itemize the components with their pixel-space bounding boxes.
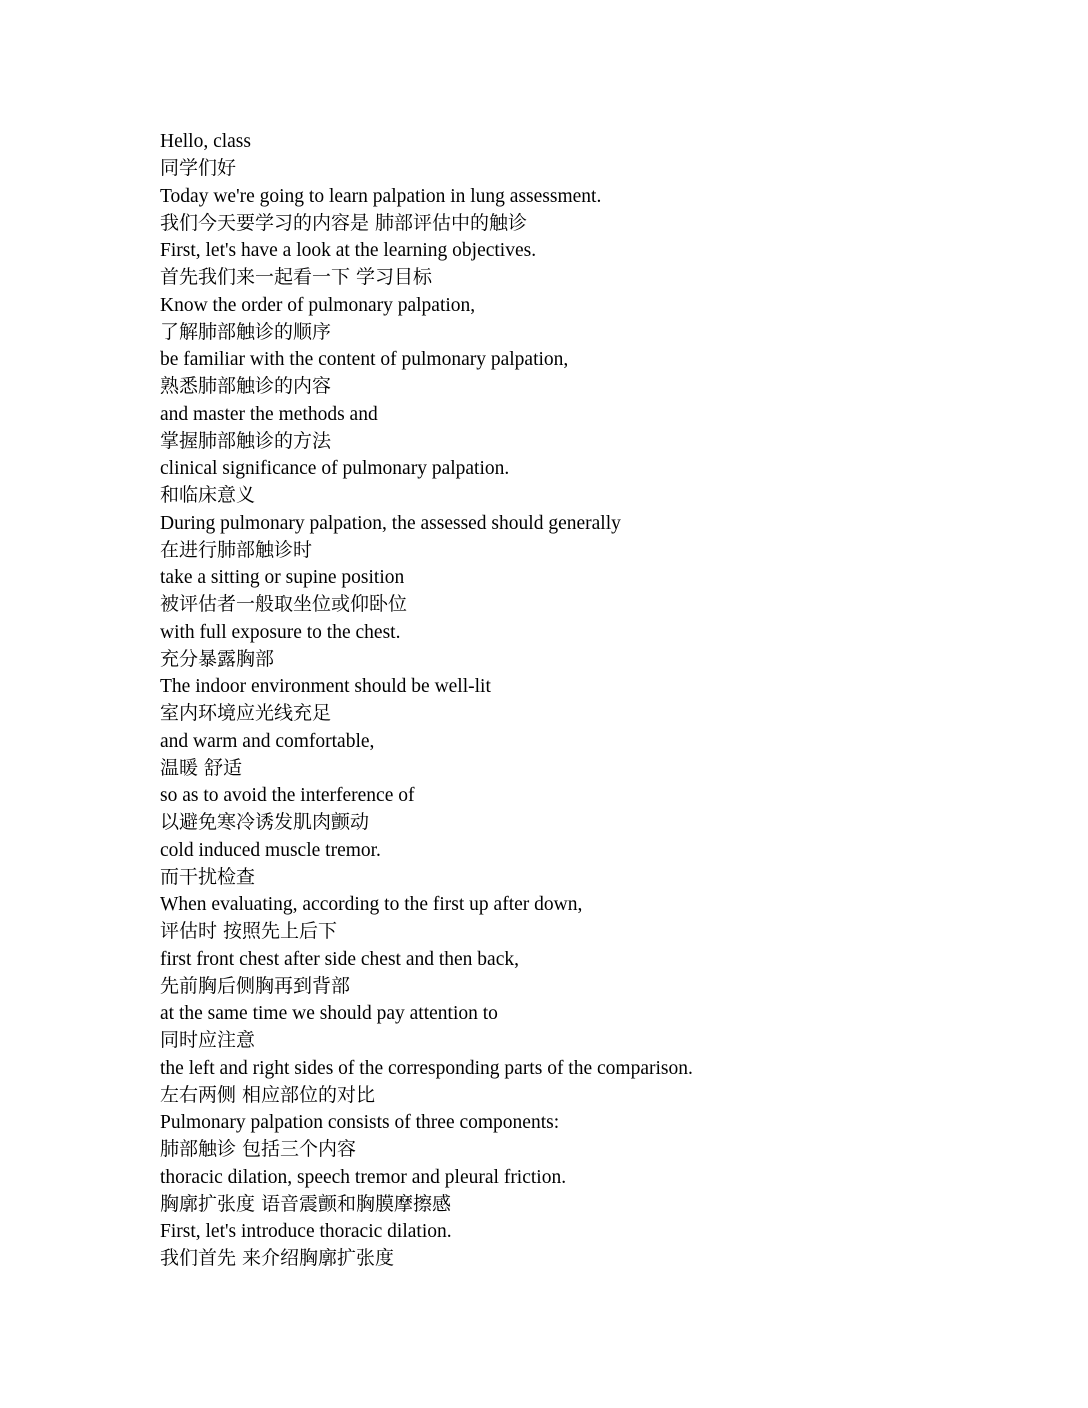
en-line-9: take a sitting or supine position (160, 567, 405, 588)
en-line-14: cold induced muscle tremor. (160, 839, 381, 861)
zh-line-8: 在进行肺部触诊时 (160, 538, 313, 561)
en-line-12: and warm and comfortable, (160, 730, 375, 752)
zh-line-18: 左右两侧 相应部位的对比 (160, 1083, 376, 1106)
zh-line-1: 同学们好 (160, 157, 237, 180)
zh-line-4: 了解肺部触诊的顺序 (160, 320, 332, 343)
en-line-2: Today we're going to learn palpation in lung assessment. (160, 185, 602, 207)
zh-line-6: 掌握肺部触诊的方法 (160, 429, 332, 452)
zh-line-11: 室内环境应光线充足 (160, 702, 332, 725)
en-line-19: Pulmonary palpation consists of three components: (160, 1112, 560, 1133)
en-line-15: When evaluating, according to the first up after down, (160, 894, 583, 915)
en-line-16: first front chest after side chest and then back, (160, 948, 519, 970)
zh-line-10: 充分暴露胸部 (160, 647, 275, 670)
zh-line-13: 以避免寒冷诱发肌肉颤动 (160, 811, 370, 834)
en-line-10: with full exposure to the chest. (160, 621, 401, 643)
zh-line-19: 肺部触诊 包括三个内容 (160, 1138, 357, 1161)
zh-line-2: 我们今天要学习的内容是 肺部评估中的触诊 (160, 211, 528, 234)
en-line-8: During pulmonary palpation, the assessed should generally (160, 512, 621, 534)
zh-line-16: 先前胸后侧胸再到背部 (160, 974, 351, 997)
en-line-1: Hello, class (160, 131, 251, 152)
en-line-17: at the same time we should pay attention to (160, 1003, 498, 1024)
en-line-11: The indoor environment should be well-lit (160, 676, 491, 697)
en-line-13: so as to avoid the interference of (160, 785, 415, 806)
zh-line-17: 同时应注意 (160, 1029, 256, 1052)
en-line-18: the left and right sides of the corresponding parts of the comparison. (160, 1057, 693, 1079)
zh-line-20: 胸廓扩张度 语音震颤和胸膜摩擦感 (160, 1192, 452, 1215)
zh-line-9: 被评估者一般取坐位或仰卧位 (160, 593, 408, 616)
zh-line-15: 评估时 按照先上后下 (160, 920, 338, 943)
zh-line-14: 而干扰检查 (160, 865, 256, 888)
en-line-7: clinical significance of pulmonary palpation. (160, 458, 510, 479)
en-line-5: be familiar with the content of pulmonary palpation, (160, 349, 569, 370)
zh-line-3: 首先我们来一起看一下 学习目标 (160, 266, 433, 289)
en-line-21: First, let's introduce thoracic dilation. (160, 1221, 452, 1242)
transcript (160, 128, 1040, 1273)
en-line-20: thoracic dilation, speech tremor and pleural friction. (160, 1166, 567, 1188)
en-line-6: and master the methods and (160, 403, 378, 425)
zh-line-7: 和临床意义 (160, 484, 256, 507)
zh-line-21: 我们首先 来介绍胸廓扩张度 (160, 1247, 395, 1270)
en-line-4: Know the order of pulmonary palpation, (160, 294, 476, 316)
zh-line-12: 温暖 舒适 (160, 756, 243, 779)
zh-line-5: 熟悉肺部触诊的内容 (160, 375, 332, 398)
en-line-3: First, let's have a look at the learning objectives. (160, 240, 537, 261)
